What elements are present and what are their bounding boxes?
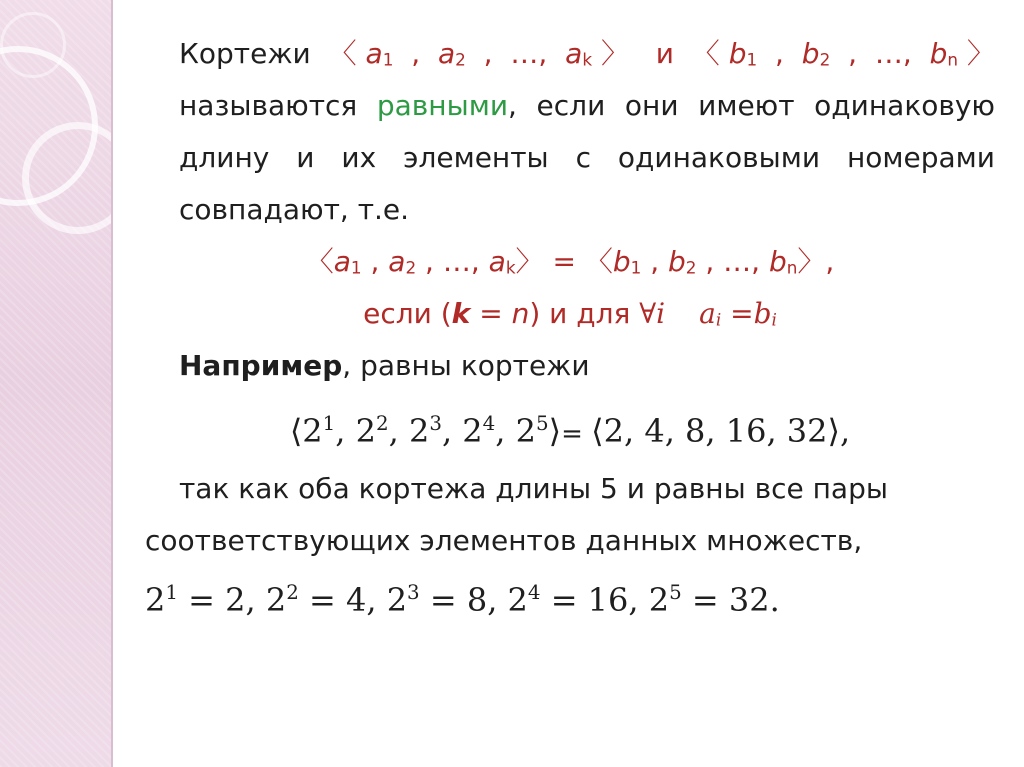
example-bold-word: Например <box>179 349 343 382</box>
equality-rhs: = 4, <box>298 581 387 619</box>
var-b2: b <box>801 37 820 70</box>
example-intro <box>145 340 995 392</box>
slide-content <box>145 28 995 629</box>
equalities-line <box>145 571 995 629</box>
equals-sign: = <box>561 419 592 449</box>
base-2: 2 <box>648 581 670 619</box>
base-2: 2 <box>408 412 430 450</box>
base-2: 2 <box>462 412 483 450</box>
var-b: b <box>668 245 686 278</box>
base-2: 2 <box>302 412 323 450</box>
var-ak: a <box>565 37 583 70</box>
sub-1: 1 <box>382 49 394 70</box>
equality-rhs: = 32. <box>681 581 780 619</box>
condition-line <box>145 288 995 340</box>
var-a: a <box>333 245 351 278</box>
sep: , <box>757 37 802 70</box>
sep: , …, <box>465 37 566 70</box>
angle-close: ⟩ <box>548 412 562 450</box>
var-n: n <box>511 297 530 330</box>
angle-open: 〈 <box>328 37 366 70</box>
equals-sign: = <box>470 297 512 330</box>
equality-rhs: = 8, <box>419 581 508 619</box>
var-a2: a <box>437 37 456 70</box>
word-tuples: Кортежи <box>179 37 311 70</box>
exp: 1 <box>322 412 336 436</box>
rhs-tuple: ⟨2, 4, 8, 16, 32⟩, <box>591 412 851 450</box>
sub: 1 <box>350 257 362 278</box>
angle-open: 〈 <box>584 245 613 278</box>
explanation-line-2: соответствующих элементов данных множеств, <box>145 524 863 557</box>
sep: , <box>388 412 409 450</box>
if-text: если ( <box>363 297 452 330</box>
base-2: 2 <box>355 412 376 450</box>
exp: 3 <box>407 581 420 605</box>
tuple-equality-formula <box>145 236 995 288</box>
sep: , …, <box>830 37 930 70</box>
definition-paragraph <box>145 28 995 236</box>
var-i: i <box>656 297 666 330</box>
word-and: и <box>655 37 674 70</box>
angle-close: 〉 <box>592 37 638 70</box>
sub-i: i <box>715 309 722 330</box>
tuple-a <box>329 37 638 70</box>
base-2: 2 <box>386 581 408 619</box>
sep: , <box>335 412 356 450</box>
var-ai: a <box>699 297 716 330</box>
exp: 3 <box>429 412 442 436</box>
var-a: a <box>488 245 506 278</box>
sep: , <box>441 412 463 450</box>
sub: n <box>786 257 798 278</box>
sep: , <box>361 245 389 278</box>
word-called: называются <box>179 89 358 122</box>
sep: , <box>641 245 668 278</box>
exp: 2 <box>286 581 299 605</box>
decorative-side-band <box>0 0 112 767</box>
band-edge-line <box>111 0 113 767</box>
sub-2: 2 <box>455 49 466 70</box>
sub-k: k <box>582 49 593 70</box>
exp: 1 <box>165 581 178 605</box>
sep: , <box>393 37 438 70</box>
equals-sign: = <box>721 297 754 330</box>
forall-symbol: ∀ <box>639 297 657 330</box>
var-b: b <box>612 245 631 278</box>
base-2: 2 <box>515 412 536 450</box>
base-2: 2 <box>507 581 528 619</box>
sub: k <box>505 257 516 278</box>
base-2: 2 <box>265 581 287 619</box>
var-k: k <box>451 297 471 330</box>
definition-rest: , если они имеют одинаковую длину и их элементы с одинаковыми номерами совпадают, т.е. <box>179 89 996 226</box>
var-b1: b <box>728 37 747 70</box>
sep: , …, <box>696 245 769 278</box>
angle-close-comma: 〉, <box>797 245 835 278</box>
angle-open: 〈 <box>305 245 334 278</box>
exp: 4 <box>482 412 496 436</box>
sub: 1 <box>630 257 642 278</box>
sub-n: n <box>947 49 958 70</box>
angle-open: ⟨ <box>289 412 303 450</box>
angle-close: 〉 <box>515 245 544 278</box>
angle-close: 〉 <box>957 37 995 70</box>
sub-i: i <box>771 309 777 330</box>
tuple-b <box>692 37 995 70</box>
example-formula <box>145 402 995 463</box>
angle-open: 〈 <box>691 37 729 70</box>
equality-rhs: = 16, <box>540 581 649 619</box>
var-a1: a <box>365 37 383 70</box>
exp: 2 <box>375 412 389 436</box>
var-bi: b <box>753 297 772 330</box>
sep: , …, <box>416 245 489 278</box>
equals-sign: = <box>543 245 585 278</box>
sep: , <box>495 412 516 450</box>
explanation-line-1: так как оба кортежа длины 5 и равны все пары <box>179 472 888 505</box>
sub: 2 <box>685 257 697 278</box>
and-for-text: ) и для <box>529 297 640 330</box>
var-b: b <box>768 245 787 278</box>
base-2: 2 <box>145 581 166 619</box>
var-a: a <box>388 245 406 278</box>
equality-rhs: = 2, <box>177 581 266 619</box>
exp: 5 <box>535 412 549 436</box>
equal-word: равными <box>376 89 509 122</box>
exp: 4 <box>527 581 541 605</box>
sub: 2 <box>405 257 417 278</box>
var-bn: b <box>929 37 948 70</box>
sub-2: 2 <box>819 49 831 70</box>
sub-1: 1 <box>746 49 758 70</box>
exp: 5 <box>669 581 682 605</box>
example-rest: , равны кортежи <box>342 349 590 382</box>
